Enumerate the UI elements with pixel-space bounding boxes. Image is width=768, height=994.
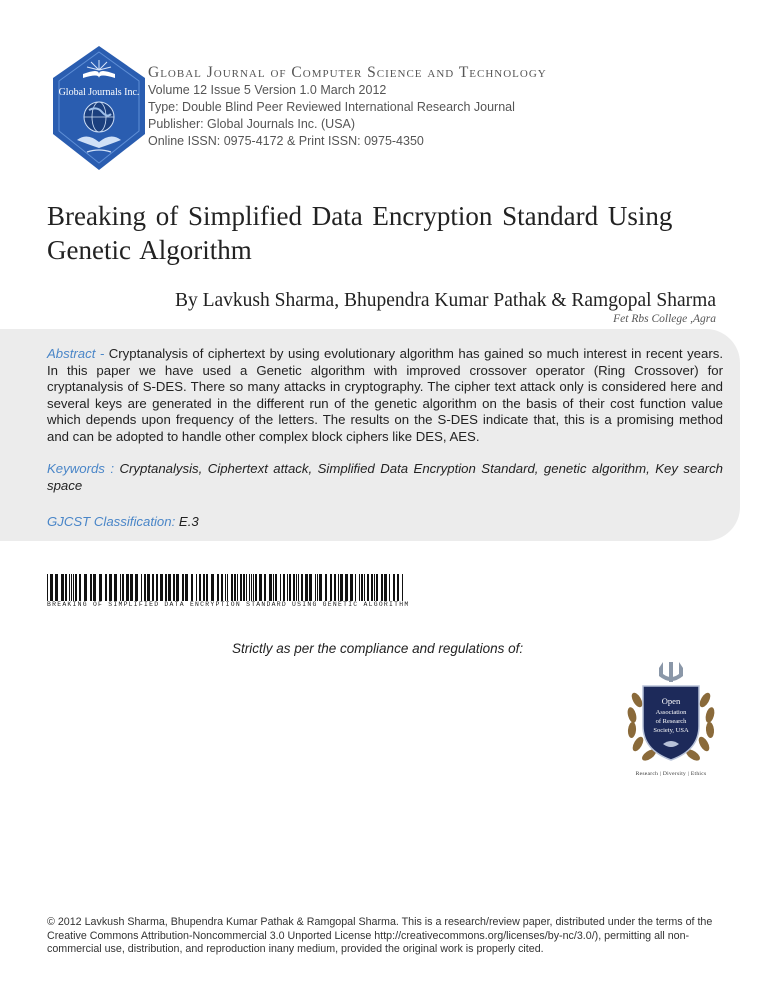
association-line1: Open xyxy=(661,696,681,706)
association-logo xyxy=(619,660,723,770)
journal-type: Type: Double Blind Peer Reviewed International Research Journal xyxy=(148,100,515,114)
global-journals-logo xyxy=(47,44,151,172)
keywords-label: Keywords : xyxy=(47,461,115,476)
classification-value: E.3 xyxy=(178,514,199,529)
keywords xyxy=(47,461,723,494)
journal-volume: Volume 12 Issue 5 Version 1.0 March 2012 xyxy=(148,83,387,97)
barcode-text: BREAKING OF SIMPLIFIED DATA ENCRYPTION STANDARD USING GENETIC ALGORITHM xyxy=(47,601,410,608)
compliance-note: Strictly as per the compliance and regulations of: xyxy=(232,641,524,656)
association-line2: Association xyxy=(655,709,687,716)
abstract-text: Cryptanalysis of ciphertext by using evolutionary algorithm has gained so much interest in recent years. In this paper we have used a Genetic algorithm with improved crossover operator (Ring Crossover) for cryptanalysis of S-DES. There so many attacks in cryptography. The cipher text attack only is considered here and several keys are generated in the different run of the genetic algorithm on the basis of their cost function value which depends upon frequency of the letters. The results on the S-DES indicate that, this is a promising method and can be adopted to handle other complex block ciphers like DES, AES. xyxy=(47,346,723,444)
paper-authors: By Lavkush Sharma, Bhupendra Kumar Pathak & Ramgopal Sharma xyxy=(174,290,716,311)
barcode-icon xyxy=(47,574,403,601)
journal-publisher: Publisher: Global Journals Inc. (USA) xyxy=(148,117,356,131)
logo-text: Global Journals Inc. xyxy=(58,87,140,98)
paper-title: Breaking of Simplified Data Encryption Standard Using Genetic Algorithm xyxy=(47,201,673,265)
journal-title: Global Journal of Computer Science and Technology xyxy=(148,64,547,81)
copyright-notice: © 2012 Lavkush Sharma, Bhupendra Kumar Pathak & Ramgopal Sharma. This is a research/review paper, distributed under the terms of the Creative Commons Attribution-Noncommercial 3.0 Unported License http://creativecommons.org/licenses/by-nc/3.0/), permitting all non-commercial use, distribution, and reproduction inany medium, provided the original work is properly cited. xyxy=(47,916,713,955)
paper-affiliation: Fet Rbs College ,Agra xyxy=(613,313,716,325)
association-tagline: Research | Diversity | Ethics xyxy=(635,771,707,777)
journal-issn: Online ISSN: 0975-4172 & Print ISSN: 0975-4350 xyxy=(148,134,424,148)
association-line4: Society, USA xyxy=(653,727,689,734)
association-line3: of Research xyxy=(655,718,687,725)
abstract-label: Abstract - xyxy=(47,346,105,361)
keywords-text: Cryptanalysis, Ciphertext attack, Simplified Data Encryption Standard, genetic algorithm, Key search space xyxy=(47,461,724,493)
abstract xyxy=(47,346,723,446)
classification-label: GJCST Classification: xyxy=(47,514,176,529)
classification xyxy=(47,514,199,529)
